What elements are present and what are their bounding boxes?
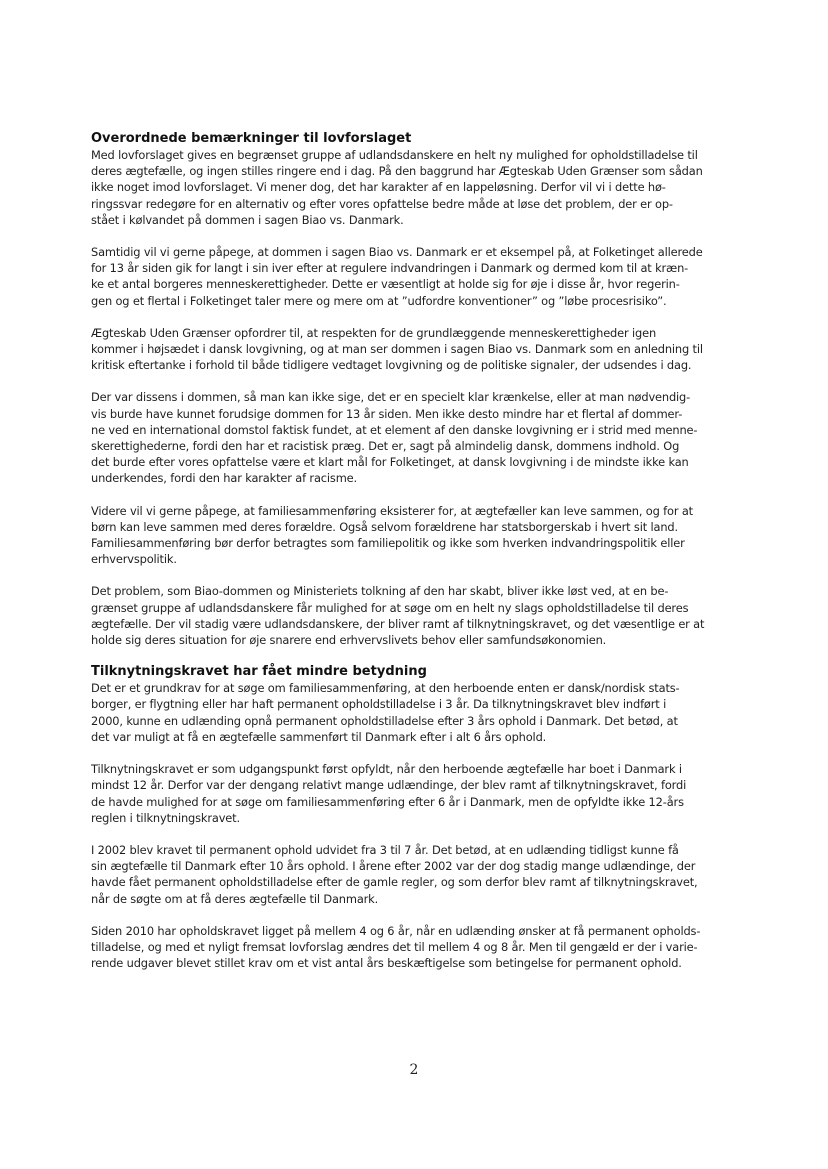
text-line: ne ved en international domstol faktisk fundet, at et element af den danske lovgivning er i strid med menne- — [91, 422, 698, 437]
text-line: havde fået permanent opholdstilladelse efter de gamle regler, og som derfor blev ramt af tilknytningskravet, — [91, 875, 698, 890]
text-line: underkendes, fordi den har karakter af racisme. — [91, 471, 357, 486]
text-line: ke et antal borgeres menneskerettigheder. Dette er væsentligt at holde sig for øje i disse år, hvor regerin- — [91, 277, 680, 292]
paragraph — [91, 147, 736, 228]
paragraph — [91, 923, 736, 972]
text-line: skerettighederne, fordi den har et racistisk præg. Det er, sagt på almindelig dansk, dommens indhold. Og — [91, 439, 680, 454]
text-line: stået i kølvandet på dommen i sagen Biao vs. Danmark. — [91, 212, 404, 227]
text-line: tilladelse, og med et nyligt fremsat lovforslag ændres det til mellem 4 og 8 år. Men til gengæld er der i varie- — [91, 939, 698, 954]
text-line: holde sig deres situation for øje snarere end erhvervslivets behov eller samfundsøkonomien. — [91, 633, 607, 648]
page-number: 2 — [409, 1062, 419, 1078]
text-line: kommer i højsædet i dansk lovgivning, og at man ser dommen i sagen Biao vs. Danmark som en anledning til — [91, 342, 703, 357]
text-line: rende udgaver blevet stillet krav om et vist antal års beskæftigelse som betingelse for permanent ophold. — [91, 956, 682, 971]
text-line: grænset gruppe af udlandsdanskere får mulighed for at søge om en helt ny slags opholdstilladelse til deres — [91, 600, 689, 615]
text-line: Samtidig vil vi gerne påpege, at dommen i sagen Biao vs. Danmark er et eksempel på, at Folketinget allerede — [91, 245, 703, 260]
text-line: Det er et grundkrav for at søge om familiesammenføring, at den herboende enten er dansk/nordisk stats- — [91, 681, 680, 696]
paragraph — [91, 583, 736, 648]
text-line: gen og et flertal i Folketinget taler mere og mere om at ”udfordre konventioner” og ”løbe procesrisiko”. — [91, 293, 667, 308]
text-line: sin ægtefælle til Danmark efter 10 års ophold. I årene efter 2002 var der dog stadig mange udlændinge, der — [91, 859, 696, 874]
text-line: borger, er flygtning eller har haft permanent opholdstilladelse i 3 år. Da tilknytningskravet blev indført i — [91, 697, 667, 712]
text-line: Siden 2010 har opholdskravet ligget på mellem 4 og 6 år, når en udlænding ønsker at få permanent opholds- — [91, 923, 701, 938]
text-line: det burde efter vores opfattelse være et klart mål for Folketinget, at dansk lovgivning i de mindste ikke kan — [91, 455, 689, 470]
text-line: ringssvar redegøre for en alternativ og efter vores opfattelse bedre måde at løse det problem, der er op- — [91, 196, 673, 211]
text-line: kritisk eftertanke i forhold til både tidligere vedtaget lovgivning og de politiske signaler, der udsendes i dag. — [91, 358, 692, 373]
text-line: ægtefælle. Der vil stadig være udlandsdanskere, der bliver ramt af tilknytningskravet, og det væsentlige er at — [91, 616, 705, 631]
text-line: når de søgte om at få deres ægtefælle til Danmark. — [91, 891, 379, 906]
text-line: erhvervspolitik. — [91, 552, 177, 567]
text-line: de havde mulighed for at søge om familiesammenføring efter 6 år i Danmark, men de opfyldte ikke 12-års — [91, 794, 684, 809]
text-line: Ægteskab Uden Grænser opfordrer til, at respekten for de grundlæggende menneskerettigheder igen — [91, 325, 657, 340]
text-line: Tilknytningskravet er som udgangspunkt først opfyldt, når den herboende ægtefælle har boet i Danmark i — [91, 762, 682, 777]
text-line: deres ægtefælle, og ingen stilles ringere end i dag. På den baggrund har Ægteskab Uden Grænser som sådan — [91, 164, 703, 179]
text-line: Med lovforslaget gives en begrænset gruppe af udlandsdanskere en helt ny mulighed for opholdstilladelse til — [91, 148, 698, 162]
text-line: Det problem, som Biao-dommen og Ministeriets tolkning af den har skabt, bliver ikke løst ved, at en be- — [91, 584, 669, 599]
paragraph — [91, 842, 736, 907]
section-heading-tilknytningskravet: Tilknytningskravet har fået mindre betydning — [91, 664, 427, 680]
text-line: for 13 år siden gik for langt i sin iver efter at regulere indvandringen i Danmark og dermed kom til at kræn- — [91, 261, 689, 276]
paragraph — [91, 680, 736, 745]
text-line: børn kan leve sammen med deres forældre. Også selvom forældrene har statsborgerskab i hvert sit land. — [91, 519, 678, 534]
text-line: det var muligt at få en ægtefælle sammenført til Danmark efter i alt 6 års ophold. — [91, 729, 547, 744]
paragraph — [91, 325, 736, 374]
text-line: vis burde have kunnet forudsige dommen for 13 år siden. Men ikke desto mindre har et flertal af dommer- — [91, 406, 683, 421]
paragraph — [91, 389, 736, 486]
section-heading-overordnede: Overordnede bemærkninger til lovforslaget — [91, 131, 412, 146]
text-line: mindst 12 år. Derfor var der dengang relativt mange udlændinge, der blev ramt af tilknytningskravet, fordi — [91, 778, 687, 793]
text-line: ikke noget imod lovforslaget. Vi mener dog, det har karakter af en lappeløsning. Derfor vil vi i dette hø- — [91, 180, 666, 195]
document-body — [91, 131, 736, 971]
paragraph — [91, 761, 736, 826]
paragraph — [91, 503, 736, 568]
text-line: I 2002 blev kravet til permanent ophold udvidet fra 3 til 7 år. Det betød, at en udlænding tidligst kunne få — [91, 842, 679, 857]
text-line: reglen i tilknytningskravet. — [91, 810, 240, 825]
text-line: Familiesammenføring bør derfor betragtes som familiepolitik og ikke som hverken indvandringspolitik eller — [91, 536, 685, 551]
text-line: Videre vil vi gerne påpege, at familiesammenføring eksisterer for, at ægtefæller kan leve sammen, og for at — [91, 503, 693, 518]
paragraph — [91, 244, 736, 309]
text-line: Der var dissens i dommen, så man kan ikke sige, det er en specielt klar krænkelse, eller at man nødvendig- — [91, 390, 691, 405]
text-line: 2000, kunne en udlænding opnå permanent opholdstilladelse efter 3 års ophold i Danmark. Det betød, at — [91, 713, 678, 728]
